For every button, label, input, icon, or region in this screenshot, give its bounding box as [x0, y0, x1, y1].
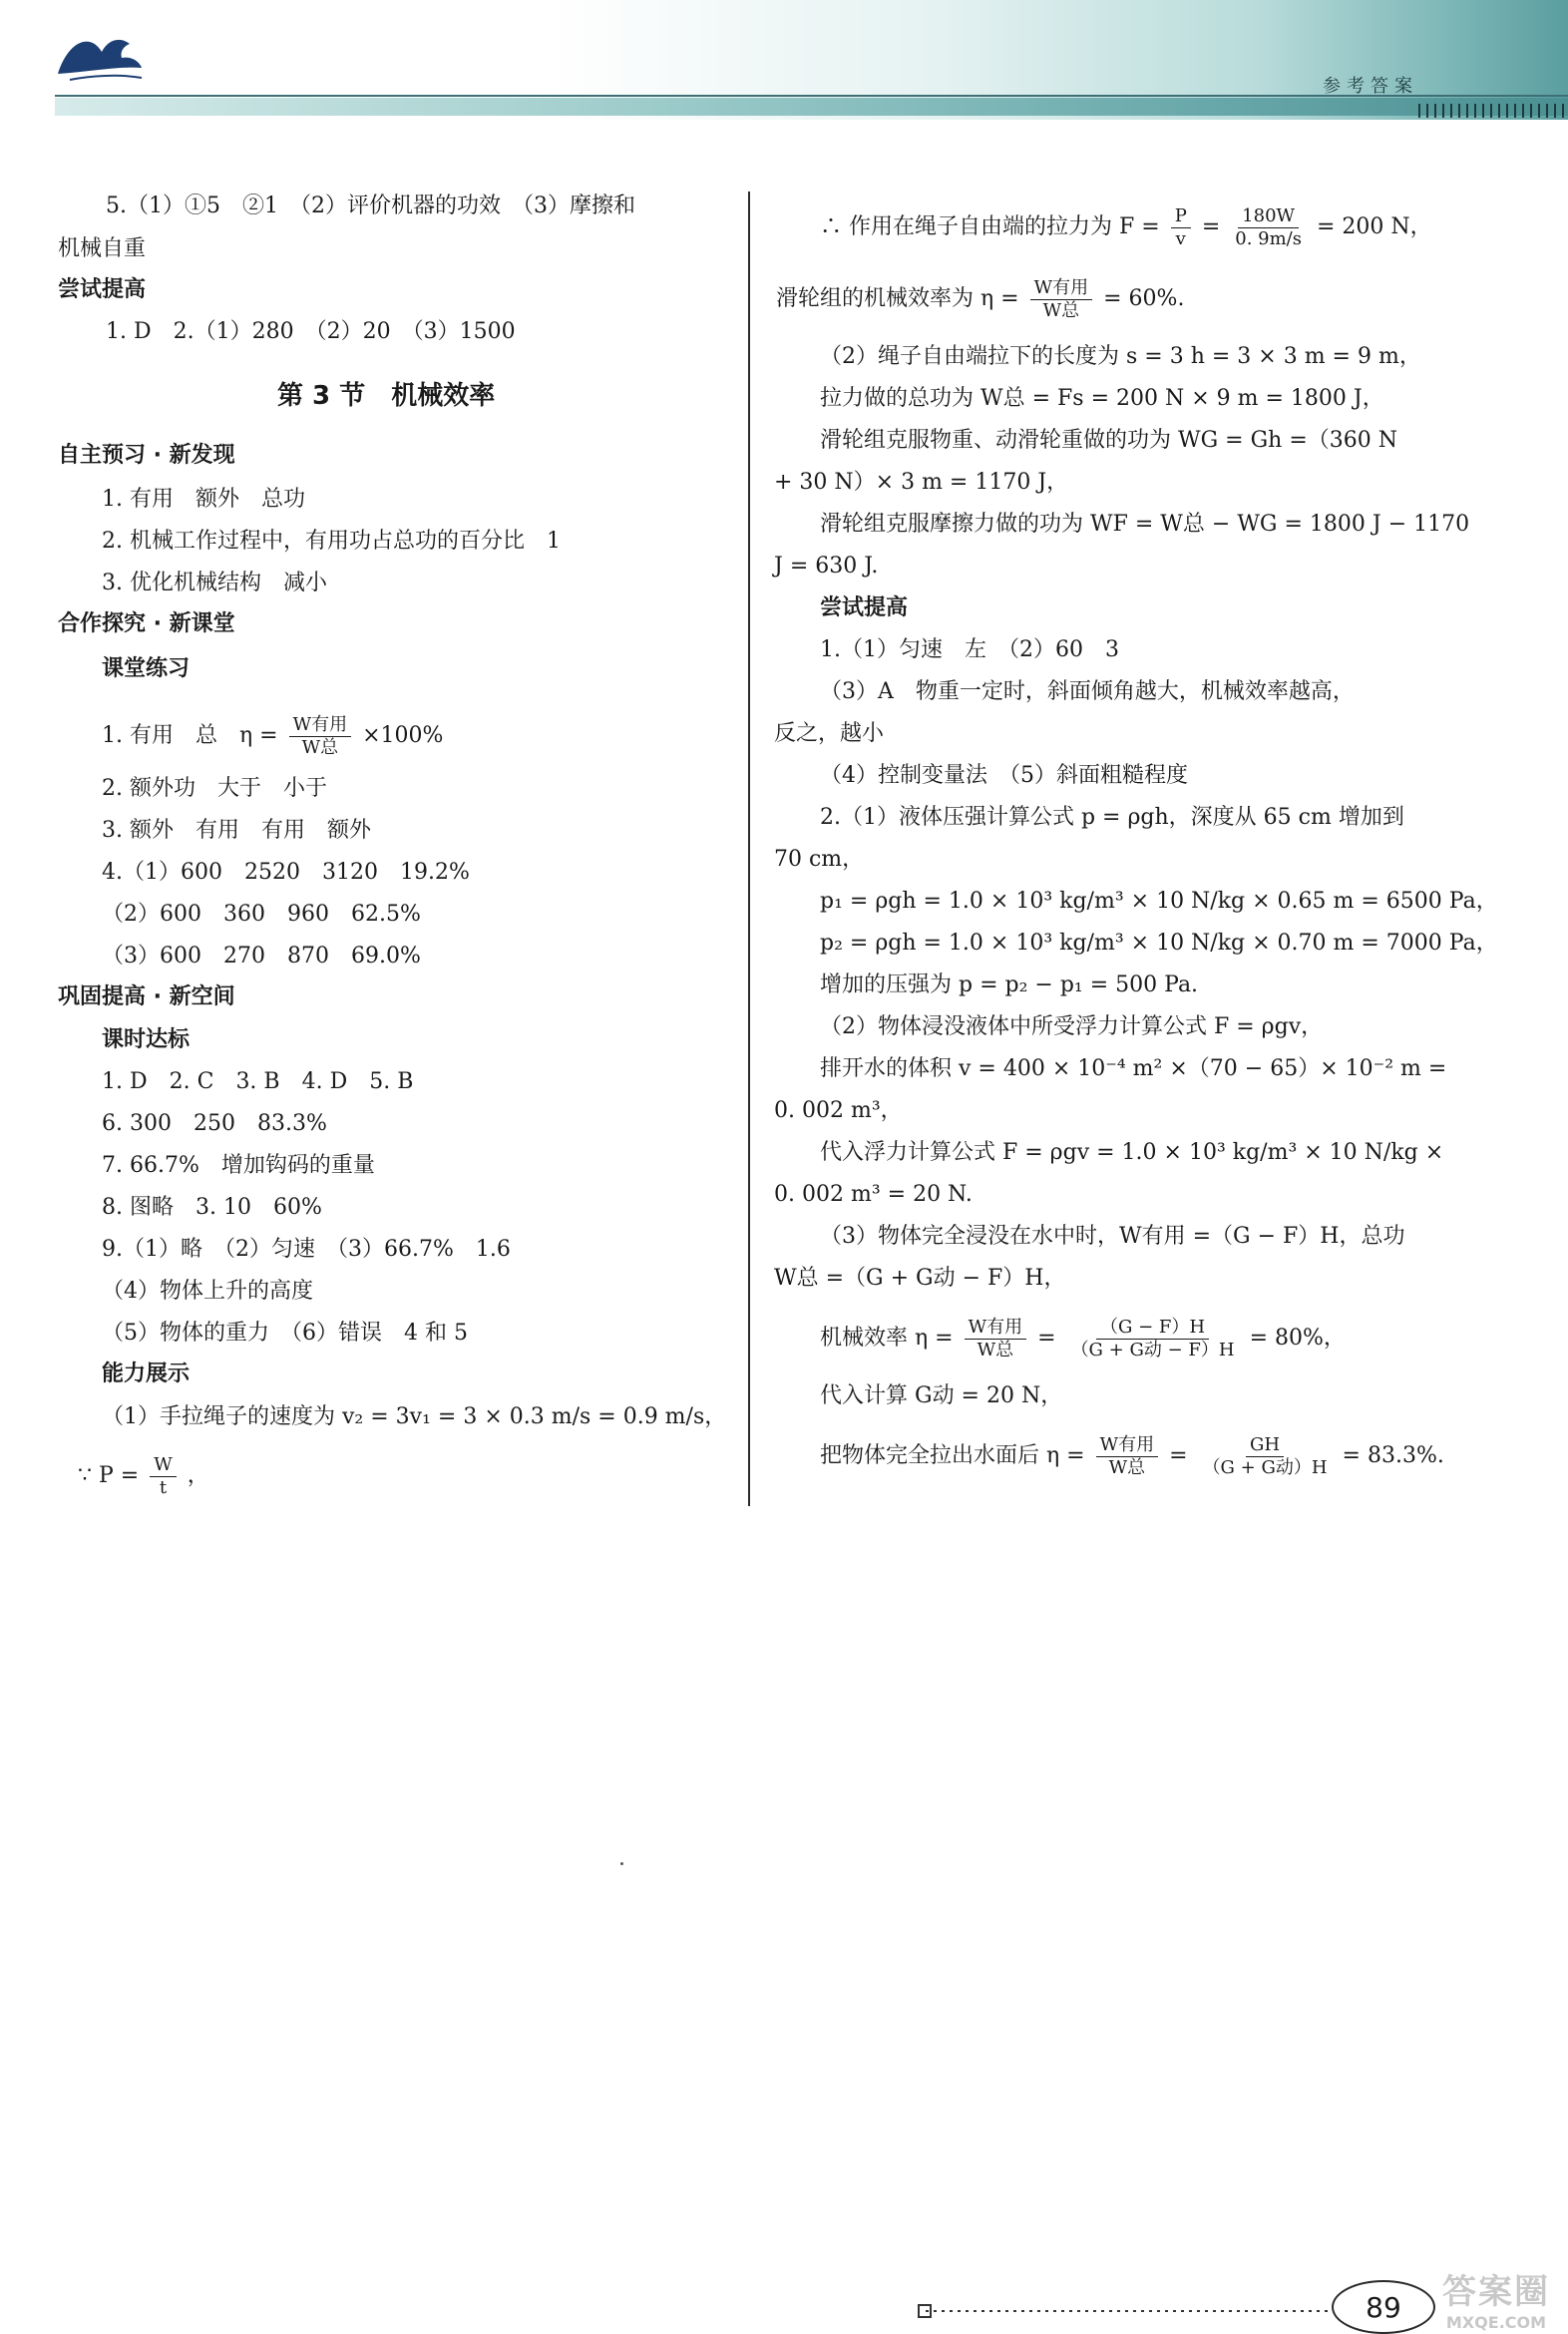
- formula-line: [78, 1448, 209, 1504]
- formula-text: =: [1201, 214, 1221, 239]
- answer-line: 7. 66.7% 增加钩码的重量: [102, 1153, 375, 1178]
- formula-text: ∴ 作用在绳子自由端的拉力为 F =: [820, 214, 1160, 239]
- formula-text: = 60%.: [1103, 286, 1185, 311]
- answer-line: 代入浮力计算公式 F = ρgv = 1.0 × 10³ kg/m³ × 10 N/kg ×: [820, 1140, 1444, 1165]
- formula-line: [776, 271, 1184, 327]
- subsection-heading: 课堂练习: [102, 656, 191, 681]
- denominator: 0. 9m/s: [1235, 227, 1302, 249]
- watermark-top: 答案圈: [1442, 2272, 1550, 2312]
- fraction: [1067, 1317, 1239, 1362]
- answer-line: 9.（1）略 （2）匀速 （3）66.7% 1.6: [102, 1237, 511, 1262]
- formula-text: 1. 有用 总 η =: [102, 723, 278, 748]
- answer-line: 1. 有用 额外 总功: [102, 487, 305, 512]
- numerator: W有用: [965, 1317, 1027, 1340]
- answer-line: 8. 图略 3. 10 60%: [102, 1195, 322, 1220]
- fraction: [965, 1317, 1027, 1362]
- formula-text: = 200 N，: [1316, 214, 1432, 239]
- formula-text: 机械效率 η =: [820, 1326, 954, 1351]
- section-title: 第 3 节 机械效率: [277, 381, 496, 411]
- formula-text: = 80%，: [1249, 1326, 1346, 1351]
- denominator: v: [1175, 227, 1186, 249]
- answer-line: p₂ = ρgh = 1.0 × 10³ kg/m³ × 10 N/kg × 0.70 m = 7000 Pa，: [820, 931, 1498, 956]
- speck: [620, 1862, 623, 1865]
- numerator: W有用: [1096, 1434, 1159, 1457]
- subsection-heading: 自主预习 · 新发现: [58, 443, 235, 468]
- fraction: [289, 714, 352, 759]
- formula-text: 滑轮组的机械效率为 η =: [776, 286, 1019, 311]
- header-band: [55, 98, 1568, 116]
- fraction: [1231, 205, 1306, 250]
- page-number: 89: [1332, 2280, 1435, 2334]
- answer-line: p₁ = ρgh = 1.0 × 10³ kg/m³ × 10 N/kg × 0.65 m = 6500 Pa，: [820, 889, 1498, 914]
- subsection-heading: 课时达标: [102, 1027, 191, 1052]
- answer-line: 4.（1）600 2520 3120 19.2%: [102, 860, 470, 885]
- answer-line: 0. 002 m³，: [774, 1098, 903, 1123]
- formula-text: =: [1037, 1326, 1056, 1351]
- answer-line: W总 =（G + G动 − F）H，: [774, 1266, 1066, 1291]
- denominator: W总: [1042, 299, 1080, 321]
- answer-line: （4）物体上升的高度: [102, 1279, 313, 1304]
- denominator: （G + G动 − F）H: [1070, 1339, 1235, 1361]
- numerator: W: [150, 1454, 177, 1477]
- answer-line: 滑轮组克服摩擦力做的功为 WF = W总 − WG = 1800 J − 1170: [820, 512, 1470, 537]
- numerator: W有用: [1030, 277, 1093, 300]
- answer-line: 机械自重: [58, 236, 147, 261]
- formula-text: ，: [187, 1463, 209, 1488]
- formula-text: 把物体完全拉出水面后 η =: [820, 1443, 1085, 1468]
- fraction: [1096, 1434, 1159, 1479]
- formula-text: ×100%: [362, 723, 444, 748]
- footer-dotted-rule: [926, 2310, 1335, 2312]
- numerator: W有用: [289, 714, 352, 737]
- answer-line: 6. 300 250 83.3%: [102, 1111, 327, 1136]
- answer-line: （1）手拉绳子的速度为 v₂ = 3v₁ = 3 × 0.3 m/s = 0.9 m/s，: [102, 1404, 727, 1429]
- answer-line: 增加的压强为 p = p₂ − p₁ = 500 Pa.: [820, 972, 1199, 997]
- header-ruler: [1418, 104, 1568, 118]
- answer-line: 拉力做的总功为 W总 = Fs = 200 N × 9 m = 1800 J，: [820, 386, 1384, 411]
- formula-line: [820, 1428, 1444, 1484]
- denominator: （G + G动）H: [1202, 1456, 1328, 1478]
- formula-text: ∵ P =: [78, 1463, 140, 1488]
- fraction: [1171, 205, 1191, 250]
- answer-line: 滑轮组克服物重、动滑轮重做的功为 WG = Gh =（360 N: [820, 428, 1398, 453]
- answer-line: （2）物体浸没液体中所受浮力计算公式 F = ρgv，: [820, 1014, 1324, 1039]
- fraction: [150, 1454, 177, 1499]
- watermark: [1426, 2264, 1566, 2332]
- subsection-heading: 能力展示: [102, 1362, 191, 1386]
- subsection-heading: 合作探究 · 新课堂: [58, 611, 235, 636]
- subsection-heading: 尝试提高: [58, 277, 147, 302]
- answer-line: （3）600 270 870 69.0%: [102, 944, 421, 969]
- formula-line: [102, 708, 443, 764]
- answer-line: 2. 机械工作过程中，有用功占总功的百分比 1: [102, 529, 561, 554]
- answer-line: 排开水的体积 v = 400 × 10⁻⁴ m² ×（70 − 65）× 10⁻² m =: [820, 1056, 1447, 1081]
- answer-line: 2.（1）液体压强计算公式 p = ρgh，深度从 65 cm 增加到: [820, 805, 1404, 830]
- subsection-heading: 巩固提高 · 新空间: [58, 984, 235, 1009]
- fraction: [1199, 1434, 1332, 1479]
- column-divider: [748, 192, 750, 1506]
- denominator: W总: [1108, 1456, 1146, 1478]
- answer-line: + 30 N）× 3 m = 1170 J，: [774, 470, 1069, 495]
- answer-line: 1.（1）匀速 左 （2）60 3: [820, 637, 1119, 662]
- answer-line: （4）控制变量法 （5）斜面粗糙程度: [820, 763, 1188, 788]
- formula-line: [820, 1311, 1346, 1366]
- answer-line: 0. 002 m³ = 20 N.: [774, 1182, 973, 1207]
- answer-line: 1. D 2. C 3. B 4. D 5. B: [102, 1069, 414, 1094]
- numerator: 180W: [1238, 205, 1299, 228]
- answer-line: 3. 额外 有用 有用 额外: [102, 818, 371, 843]
- formula-text: =: [1169, 1443, 1188, 1468]
- subsection-heading: 尝试提高: [820, 595, 909, 620]
- formula-text: = 83.3%.: [1342, 1443, 1444, 1468]
- formula-line: [820, 199, 1432, 255]
- answer-line: J = 630 J.: [774, 554, 879, 579]
- answer-line: 5.（1）①5 ②1 （2）评价机器的功效 （3）摩擦和: [106, 194, 635, 218]
- denominator: W总: [977, 1339, 1014, 1361]
- numerator: GH: [1246, 1434, 1284, 1457]
- numerator: P: [1171, 205, 1191, 228]
- denominator: t: [159, 1476, 168, 1498]
- answer-line: 1. D 2.（1）280 （2）20 （3）1500: [106, 319, 516, 344]
- answer-line: （2）绳子自由端拉下的长度为 s = 3 h = 3 × 3 m = 9 m，: [820, 344, 1421, 369]
- answer-line: （5）物体的重力 （6）错误 4 和 5: [102, 1321, 468, 1346]
- fraction: [1030, 277, 1093, 322]
- header-label: 参考答案: [1323, 76, 1418, 97]
- answer-line: 代入计算 G动 = 20 N，: [820, 1383, 1063, 1408]
- answer-line: （3）物体完全浸没在水中时，W有用 =（G − F）H，总功: [820, 1224, 1405, 1249]
- answer-line: 3. 优化机械结构 减小: [102, 571, 327, 595]
- answer-line: （2）600 360 960 62.5%: [102, 902, 421, 927]
- answer-line: 2. 额外功 大于 小于: [102, 776, 327, 801]
- denominator: W总: [301, 736, 339, 758]
- answer-line: 70 cm，: [774, 847, 865, 872]
- bird-logo-icon: [50, 22, 145, 92]
- answer-line: （3）A 物重一定时，斜面倾角越大，机械效率越高，: [820, 679, 1355, 704]
- watermark-bottom: MXQE.COM: [1445, 2313, 1547, 2332]
- answer-line: 反之，越小: [774, 721, 885, 746]
- numerator: （G − F）H: [1096, 1317, 1209, 1340]
